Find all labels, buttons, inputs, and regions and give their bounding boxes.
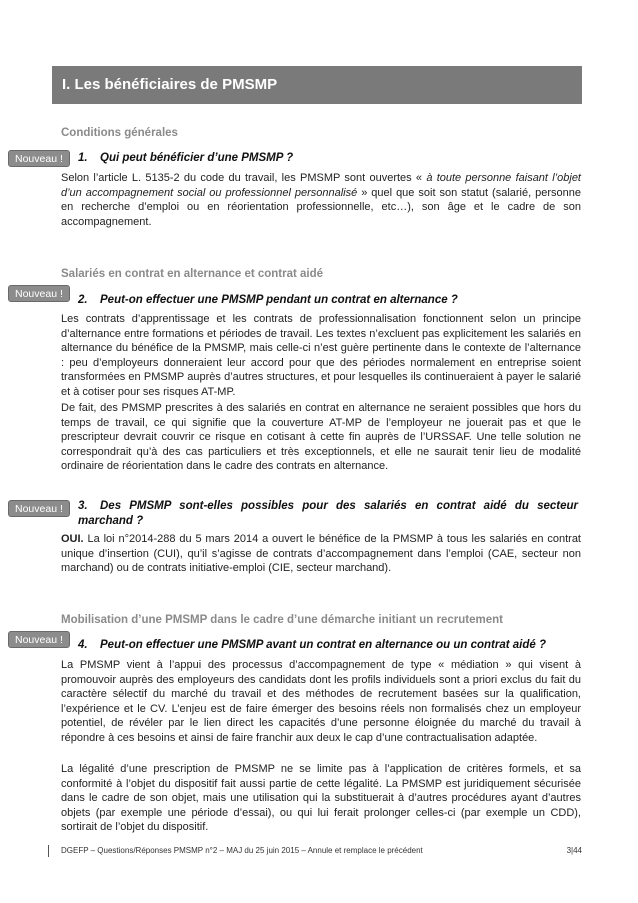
question-text: Peut-on effectuer une PMSMP avant un contrat en alternance ou un contrat aidé ? bbox=[100, 639, 547, 651]
answer-4-paragraph-1: La PMSMP vient à l’appui des processus d’accompagnement de type « médiation » qui visent à promouvoir auprès des employeurs des candidats dont les profils individuels sont a priori exclus du fait du caractère sélectif du marché du travail et des méthodes de recrutement basées sur la qualification, l’expérience et le CV. L’enjeu est de faire émerger des besoins réels non formalisés chez un employeur potentiel, de révéler par le lien direct les capacités d’une personne éloignée du marché du travail à répondre à ces besoins et ainsi de faire franchir aux deux le cap d’une contractualisation adaptée. bbox=[61, 659, 581, 744]
text-run: » quel que soit son statut (salarié, personne en recherche d’emploi ou en réorientation professionnelle, etc…), son âge et le cadre de son accompagnement. bbox=[61, 186, 582, 228]
text-run: Selon l’article L. 5135-2 du code du travail, les PMSMP sont ouvertes « bbox=[61, 172, 427, 184]
answer-1-paragraph bbox=[61, 171, 581, 229]
footer-text: DGEFP – Questions/Réponses PMSMP n°2 – MAJ du 25 juin 2015 – Annule et remplace le précédent bbox=[61, 846, 423, 855]
question-4 bbox=[78, 638, 578, 653]
new-badge: Nouveau ! bbox=[8, 285, 70, 302]
section-title: I. Les bénéficiaires de PMSMP bbox=[52, 66, 582, 104]
page-footer bbox=[48, 845, 582, 857]
question-text: Des PMSMP sont-elles possibles pour des salariés en contrat aidé du secteur marchand ? bbox=[78, 500, 578, 527]
answer-4-paragraph-2: La légalité d’une prescription de PMSMP ne se limite pas à l’application de critères formels, et sa conformité à l’objet du dispositif fait aussi partie de cette légalité. La PMSMP est juridiquement sécurisée dans le cadre de son objet, mais une utilisation qui la substituerait à d’autres procédures ayant d’autres objets (par exemple une période d’essai), ou qui lui ferait prolonger celles-ci (par exemple un CDD), sortirait de l’objet du dispositif. bbox=[61, 763, 581, 834]
question-number: 2. bbox=[78, 294, 88, 306]
question-number: 3. bbox=[78, 500, 88, 512]
subheading-alternance: Salariés en contrat en alternance et contrat aidé bbox=[61, 268, 324, 280]
answer-2-paragraph-2: De fait, des PMSMP prescrites à des salariés en contrat en alternance ne seraient possibles que hors du temps de travail, ce qui signifie que la couverture AT-MP de l’employeur ne jouerait pas et que le prescripteur devrait couvrir ce risque en cotisant à cette fin auprès de l’URSSAF. Une telle solution ne correspondrait qu’à des cas particuliers et très exceptionnels, et elle ne saurait tenir lieu de modalité ordinaire de réorientation dans le cadre des contrats en alternance. bbox=[61, 402, 581, 473]
subheading-recrutement: Mobilisation d’une PMSMP dans le cadre d’une démarche initiant un recrutement bbox=[61, 614, 503, 626]
text-run: La loi n°2014-288 du 5 mars 2014 a ouvert le bénéfice de la PMSMP à tous les salariés en contrat unique d’insertion (CUI), qu’il s’agisse de contrats d’accompagnement dans l’emploi (CAE, secteur non marchand) ou de contrats initiative-emploi (CIE, secteur marchand). bbox=[61, 533, 581, 575]
question-number: 1. bbox=[78, 152, 88, 164]
answer-2-paragraph-1: Les contrats d’apprentissage et les contrats de professionnalisation fonctionnent selon un principe d’alternance entre formations et périodes de travail. Les textes n’excluent pas explicitement les salariés en alternance du bénéfice de la PMSMP, mais celle-ci n’est guère pertinente dans le contexte de l’alternance : peu d’employeurs donneraient leur accord pour que des périodes normalement en entreprise soient transformées en PMSMP auprès d’autres structures, et pour lesquelles ils continueraient à payer le salarié et à cotiser pour ses risques AT-MP. bbox=[61, 313, 581, 398]
question-number: 4. bbox=[78, 639, 88, 651]
question-1 bbox=[78, 151, 578, 166]
new-badge: Nouveau ! bbox=[8, 500, 70, 517]
answer-yes: OUI. bbox=[61, 533, 84, 545]
new-badge: Nouveau ! bbox=[8, 631, 70, 648]
answer-3-paragraph bbox=[61, 532, 581, 576]
new-badge: Nouveau ! bbox=[8, 150, 70, 167]
question-2 bbox=[78, 293, 578, 308]
subheading-conditions: Conditions générales bbox=[61, 127, 178, 139]
question-text: Qui peut bénéficier d’une PMSMP ? bbox=[100, 152, 294, 164]
question-3 bbox=[78, 499, 578, 529]
italic-quote: à toute personne faisant l’objet d’un accompagnement social ou professionnel personnalisé bbox=[61, 172, 581, 199]
question-text: Peut-on effectuer une PMSMP pendant un contrat en alternance ? bbox=[100, 294, 458, 306]
page-number: 3|44 bbox=[566, 846, 582, 855]
